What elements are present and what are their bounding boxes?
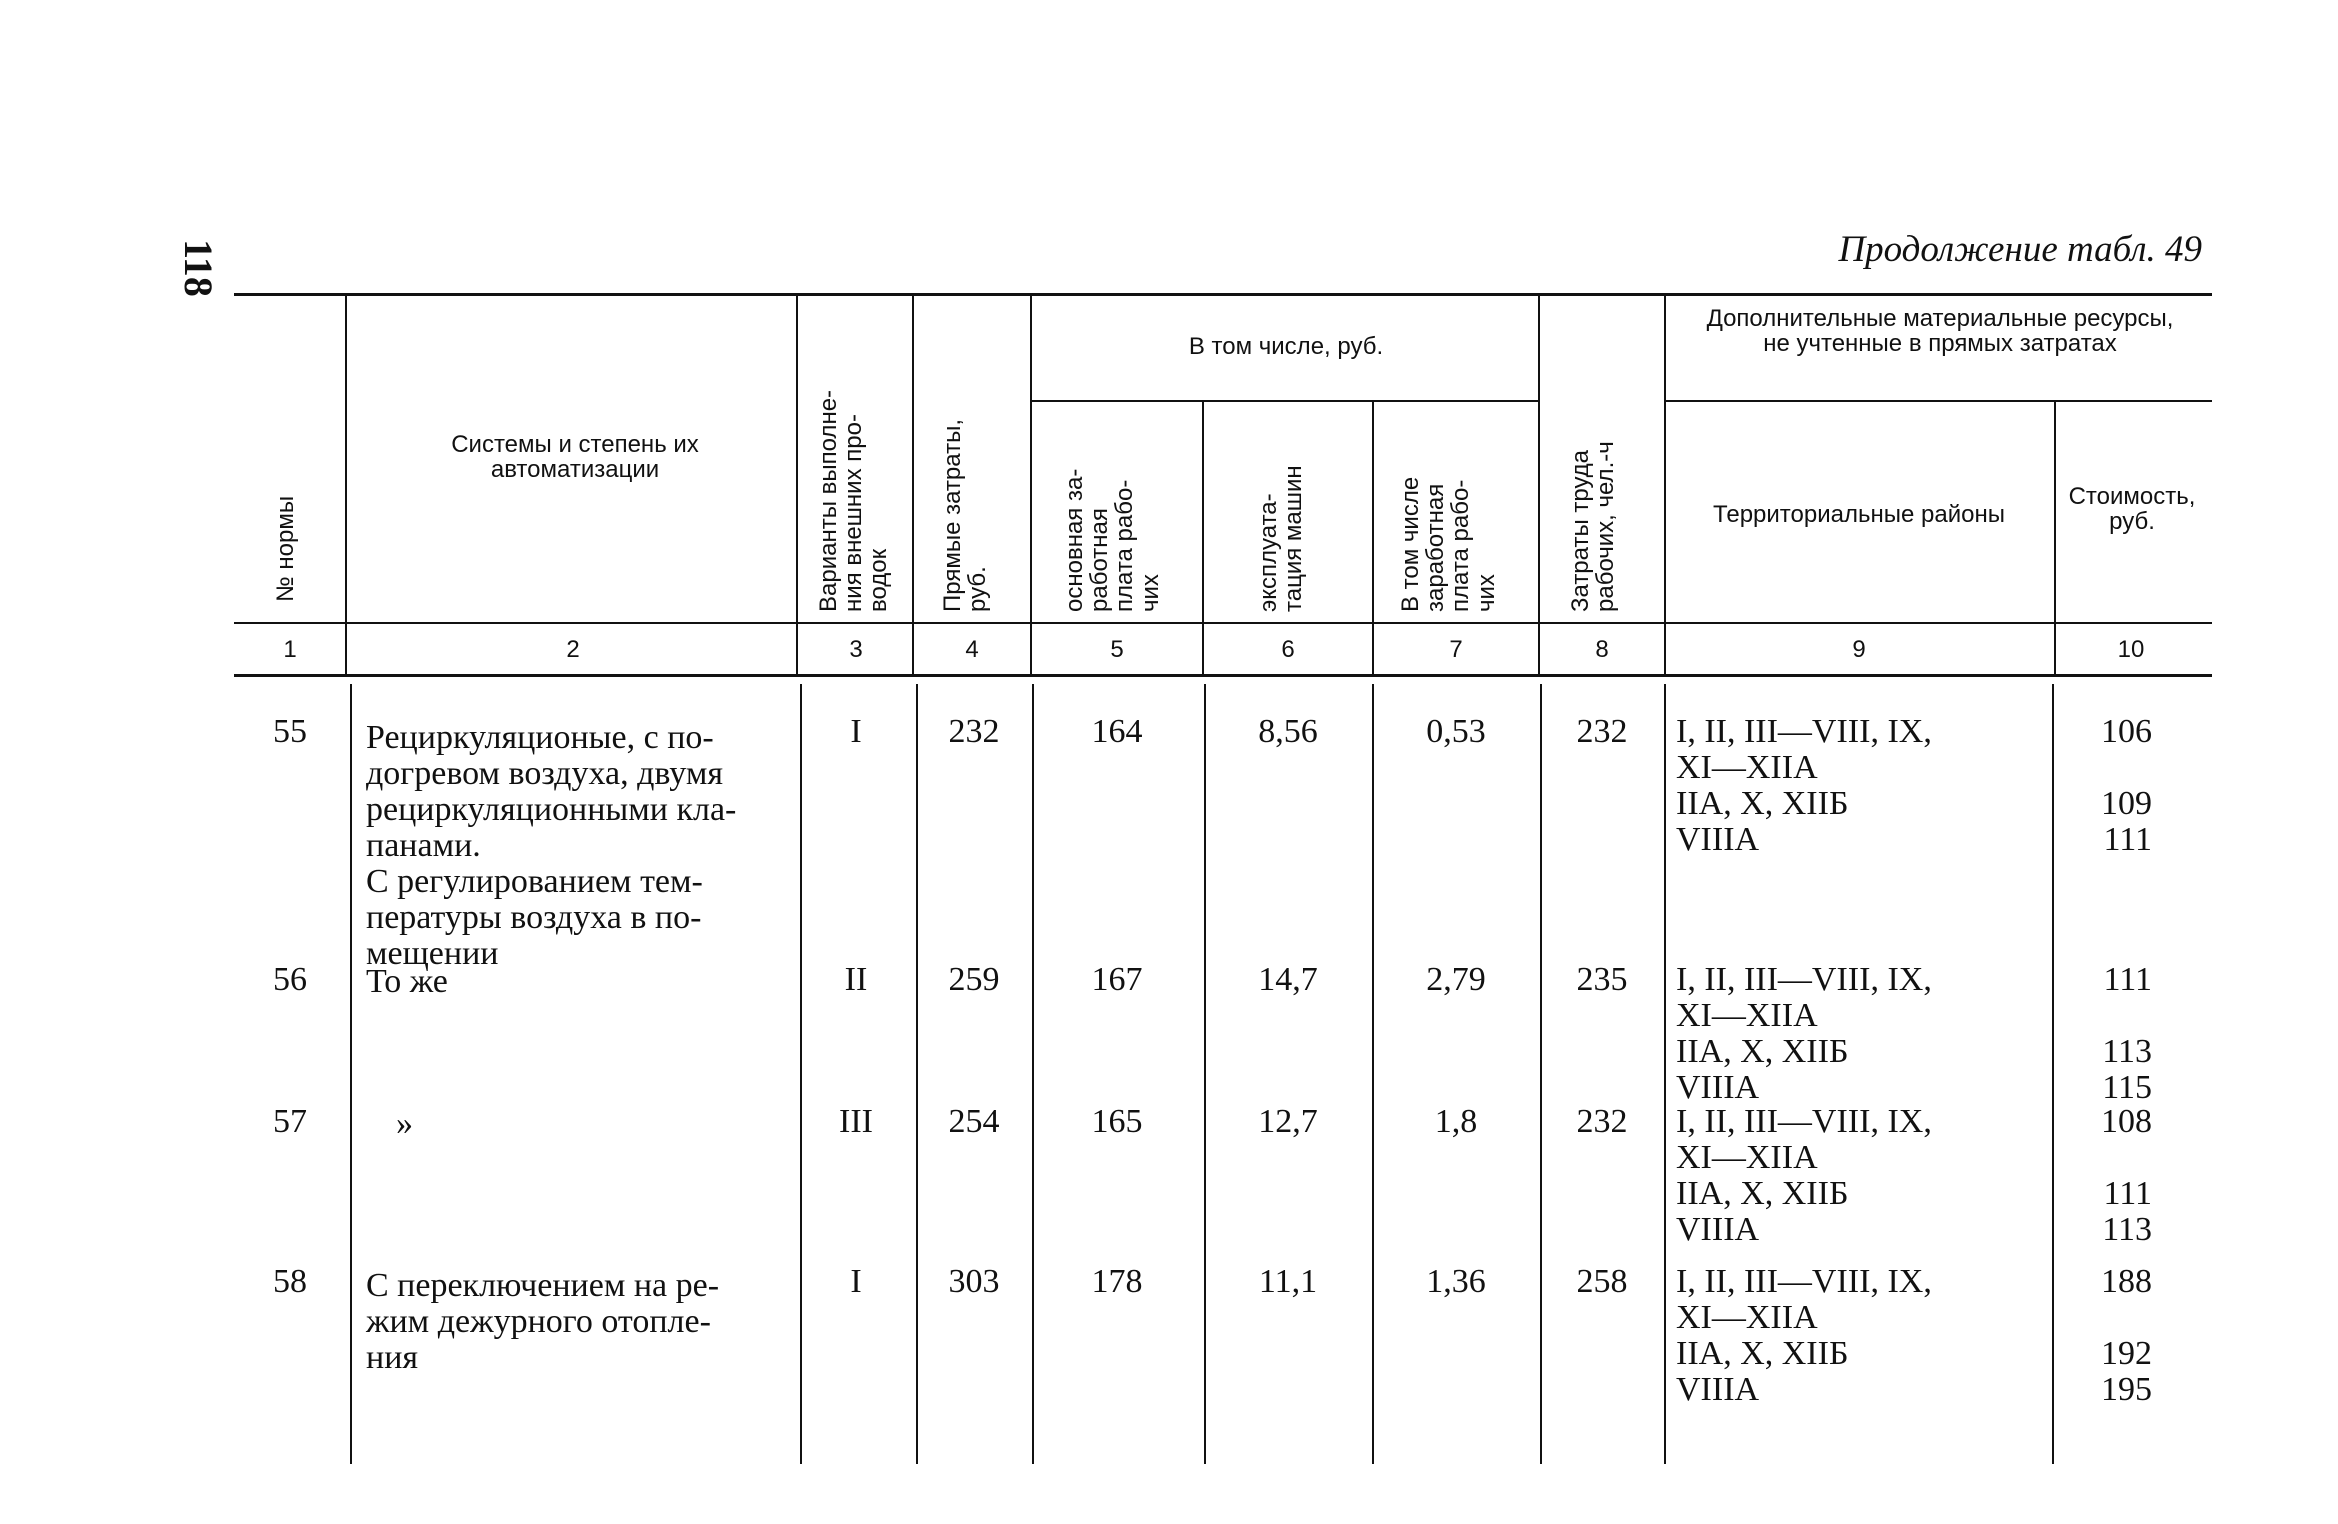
row-machine-operation: 14,7 — [1258, 961, 1318, 998]
row-direct-costs: 259 — [948, 961, 1000, 998]
header-additional-resources: Дополнительные материальные ресурсы, не учтенные в прямых затратах — [1706, 305, 2174, 358]
row-norm-number: 55 — [273, 713, 307, 750]
header-machine-wages: В том числе заработная плата рабо- чих — [1397, 476, 1500, 612]
header-norm-number: № нормы — [272, 495, 299, 602]
row-machine-operation: 8,56 — [1258, 713, 1318, 750]
header-machine-operation: эксплуата- тация машин — [1255, 465, 1308, 612]
row-norm-number: 57 — [273, 1103, 307, 1140]
header-divider-7 — [1538, 296, 1540, 676]
header-divider-2 — [796, 296, 798, 676]
body-divider-6 — [1372, 684, 1374, 1464]
header-base-wages: основная за- работная плата рабо- чих — [1061, 468, 1164, 612]
row-territorial-regions: I, II, III—VIII, IX, XI—XIIA IIA, X, XIIБ VIIIA — [1676, 1103, 1932, 1248]
body-divider-9 — [2052, 684, 2054, 1464]
header-divider-3 — [912, 296, 914, 676]
body-divider-5 — [1204, 684, 1206, 1464]
header-divider-6 — [1372, 402, 1374, 676]
row-machine-wages: 1,8 — [1434, 1103, 1478, 1140]
colnum-bottom-rule — [234, 674, 2212, 677]
row-variant: II — [844, 961, 868, 998]
row-direct-costs: 254 — [948, 1103, 1000, 1140]
column-number: 1 — [283, 636, 297, 663]
column-number: 4 — [965, 636, 979, 663]
header-territorial-regions: Территориальные районы — [1713, 501, 2005, 528]
row-base-wages: 164 — [1091, 713, 1143, 750]
row-variant: III — [839, 1103, 873, 1140]
body-divider-4 — [1032, 684, 1034, 1464]
body-divider-1 — [350, 684, 352, 1464]
header-bottom-rule — [234, 622, 2212, 624]
row-territorial-regions: I, II, III—VIII, IX, XI—XIIA IIA, X, XIIБ VIIIA — [1676, 713, 1932, 858]
row-system-description: Рециркуляционые, с по- догревом воздуха, двумя рециркуляционными кла- панами. С регулированием тем- пературы воздуха в по- мещении — [366, 719, 737, 972]
page-number: 118 — [176, 239, 221, 297]
header-systems: Системы и степень их автоматизации — [451, 431, 699, 484]
header-cost: Стоимость, руб. — [2068, 483, 2196, 536]
row-labor-costs: 232 — [1576, 713, 1628, 750]
row-machine-operation: 11,1 — [1258, 1263, 1318, 1300]
header-divider-4 — [1030, 296, 1032, 676]
column-number: 5 — [1110, 636, 1124, 663]
row-base-wages: 167 — [1091, 961, 1143, 998]
row-variant: I — [850, 713, 862, 750]
header-variants: Варианты выполне- ния внешних про- водок — [815, 389, 893, 612]
row-territorial-regions: I, II, III—VIII, IX, XI—XIIA IIA, X, XIIБ VIIIA — [1676, 1263, 1932, 1408]
row-system-description: То же — [366, 963, 448, 1000]
header-divider-1 — [345, 296, 347, 676]
row-costs: 106 109 111 — [2101, 713, 2152, 858]
body-divider-2 — [800, 684, 802, 1464]
row-variant: I — [850, 1263, 862, 1300]
row-system-description: С переключением на ре- жим дежурного отопле- ния — [366, 1267, 720, 1376]
row-base-wages: 178 — [1091, 1263, 1143, 1300]
table-top-rule — [234, 293, 2212, 296]
header-labor-costs: Затраты труда рабочих, чел.-ч — [1567, 441, 1620, 612]
row-labor-costs: 235 — [1576, 961, 1628, 998]
row-machine-operation: 12,7 — [1258, 1103, 1318, 1140]
row-costs: 111 113 115 — [2102, 961, 2152, 1106]
column-number: 3 — [849, 636, 863, 663]
row-base-wages: 165 — [1091, 1103, 1143, 1140]
header-divider-5 — [1202, 402, 1204, 676]
row-labor-costs: 258 — [1576, 1263, 1628, 1300]
body-divider-3 — [916, 684, 918, 1464]
body-divider-8 — [1664, 684, 1666, 1464]
row-costs: 108 111 113 — [2101, 1103, 2152, 1248]
row-norm-number: 56 — [273, 961, 307, 998]
header-divider-8 — [1664, 296, 1666, 676]
body-divider-7 — [1540, 684, 1542, 1464]
header-including-group: В том числе, руб. — [1188, 333, 1384, 360]
row-norm-number: 58 — [273, 1263, 307, 1300]
table-continuation-title: Продолжение табл. 49 — [1838, 229, 2202, 270]
row-machine-wages: 1,36 — [1426, 1263, 1486, 1300]
column-number: 8 — [1595, 636, 1609, 663]
column-number: 2 — [566, 636, 580, 663]
column-number: 10 — [2117, 636, 2145, 663]
column-number: 9 — [1852, 636, 1866, 663]
column-number: 6 — [1281, 636, 1295, 663]
row-territorial-regions: I, II, III—VIII, IX, XI—XIIA IIA, X, XIIБ VIIIA — [1676, 961, 1932, 1106]
header-divider-9 — [2054, 402, 2056, 676]
header-direct-costs: Прямые затраты, руб. — [939, 419, 992, 612]
row-costs: 188 192 195 — [2101, 1263, 2152, 1408]
subheader-rule-5-7 — [1030, 400, 1538, 402]
column-number: 7 — [1449, 636, 1463, 663]
subheader-rule-9-10 — [1666, 400, 2212, 402]
row-direct-costs: 232 — [948, 713, 1000, 750]
row-machine-wages: 0,53 — [1426, 713, 1486, 750]
row-system-description: » — [396, 1105, 413, 1142]
row-machine-wages: 2,79 — [1426, 961, 1486, 998]
row-direct-costs: 303 — [948, 1263, 1000, 1300]
row-labor-costs: 232 — [1576, 1103, 1628, 1140]
